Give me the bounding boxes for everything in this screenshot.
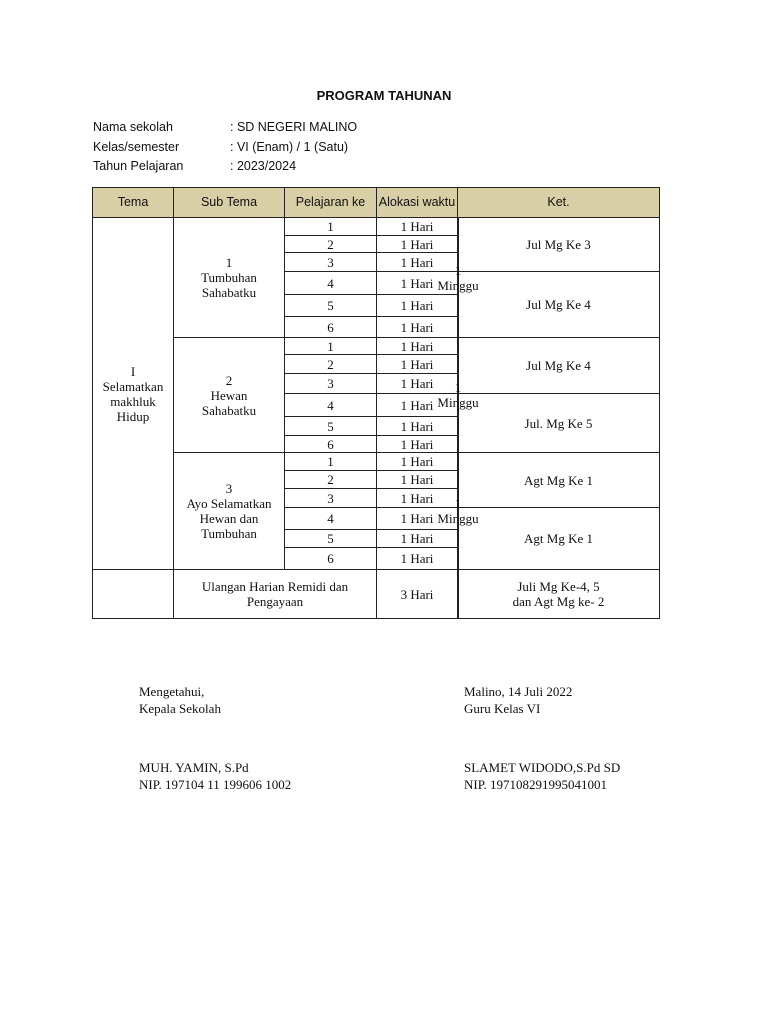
info-value: : VI (Enam) / 1 (Satu): [230, 139, 349, 154]
signature-right-line2: Guru Kelas VI: [464, 701, 541, 716]
signature-left-name: MUH. YAMIN, S.Pd: [139, 760, 249, 775]
page-title: PROGRAM TAHUNAN: [316, 88, 452, 103]
ket-cell: Agt Mg Ke 1: [457, 507, 660, 570]
duration-cell: 1 Hari: [376, 393, 458, 417]
lesson-number-cell: 5: [284, 529, 377, 548]
duration-cell: 1 Hari: [376, 547, 458, 570]
ket-cell: Agt Mg Ke 1: [457, 452, 660, 508]
lesson-number-cell: 1: [284, 337, 377, 355]
duration-cell: 1 Hari: [376, 452, 458, 471]
ket-cell: Jul Mg Ke 3: [457, 217, 660, 272]
signature-left-line1: Mengetahui,: [139, 684, 205, 699]
duration-cell: 1 Hari: [376, 271, 458, 295]
lesson-number-cell: 3: [284, 488, 377, 508]
duration-cell: 1 Hari: [376, 373, 458, 394]
signature-right-name: SLAMET WIDODO,S.Pd SD: [464, 760, 621, 775]
duration-cell: 1 Hari: [376, 488, 458, 508]
ket-cell: Jul. Mg Ke 5: [457, 393, 660, 453]
lesson-number-cell: 5: [284, 294, 377, 317]
sub-tema-cell: 2 Hewan Sahabatku: [173, 337, 285, 453]
info-label: Tahun Pelajaran: [93, 159, 184, 173]
info-row-class: [93, 140, 357, 160]
header-pelajaran-ke: Pelajaran ke: [284, 187, 377, 218]
signature-left-nip: NIP. 197104 11 199606 1002: [139, 777, 292, 792]
signature-left: [139, 683, 291, 793]
header-sub-tema: Sub Tema: [173, 187, 285, 218]
lesson-number-cell: 1: [284, 217, 377, 236]
lesson-number-cell: 4: [284, 271, 377, 295]
lesson-number-cell: 2: [284, 235, 377, 253]
final-row-duration: 3 Hari: [376, 569, 458, 619]
header-alokasi-waktu: Alokasi waktu: [376, 187, 458, 218]
duration-cell: 1 Hari: [376, 470, 458, 489]
duration-cell: 1 Hari: [376, 354, 458, 374]
final-row-empty-tema: [92, 569, 174, 619]
sub-tema-cell: 3 Ayo Selamatkan Hewan dan Tumbuhan: [173, 452, 285, 570]
final-row-label: Ulangan Harian Remidi dan Pengayaan: [173, 569, 377, 619]
info-row-school: [93, 120, 357, 140]
lesson-number-cell: 4: [284, 507, 377, 530]
duration-cell: 1 Hari: [376, 416, 458, 436]
header-tema: Tema: [92, 187, 174, 218]
sub-tema-cell: 1 Tumbuhan Sahabatku: [173, 217, 285, 338]
ket-cell: Jul Mg Ke 4: [457, 271, 660, 338]
week-allocation-cell: 1 Minggu: [457, 217, 459, 338]
signature-right-nip: NIP. 197108291995041001: [464, 777, 608, 792]
lesson-number-cell: 6: [284, 316, 377, 338]
week-allocation-cell: 1 Minggu: [457, 337, 459, 453]
signature-right: [464, 683, 620, 793]
lesson-number-cell: 2: [284, 470, 377, 489]
duration-cell: 1 Hari: [376, 316, 458, 338]
school-info: [93, 120, 357, 179]
info-value: : SD NEGERI MALINO: [230, 120, 358, 134]
lesson-number-cell: 6: [284, 435, 377, 453]
ket-cell: Jul Mg Ke 4: [457, 337, 660, 394]
lesson-number-cell: 1: [284, 452, 377, 471]
lesson-number-cell: 5: [284, 416, 377, 436]
info-row-year: [93, 159, 357, 179]
info-label: Nama sekolah: [93, 120, 173, 134]
duration-cell: 1 Hari: [376, 435, 458, 453]
lesson-number-cell: 6: [284, 547, 377, 570]
header-ket: Ket.: [457, 187, 660, 218]
info-value: : 2023/2024: [230, 159, 297, 173]
lesson-number-cell: 4: [284, 393, 377, 417]
lesson-number-cell: 2: [284, 354, 377, 374]
final-row-ket: Juli Mg Ke-4, 5 dan Agt Mg ke- 2: [457, 569, 660, 619]
lesson-number-cell: 3: [284, 373, 377, 394]
info-label: Kelas/semester: [93, 139, 180, 154]
signature-right-line1: Malino, 14 Juli 2022: [464, 684, 573, 699]
duration-cell: 1 Hari: [376, 294, 458, 317]
duration-cell: 1 Hari: [376, 529, 458, 548]
duration-cell: 1 Hari: [376, 337, 458, 355]
duration-cell: 1 Hari: [376, 252, 458, 272]
signature-left-line2: Kepala Sekolah: [139, 701, 221, 716]
lesson-number-cell: 3: [284, 252, 377, 272]
duration-cell: 1 Hari: [376, 235, 458, 253]
week-allocation-cell: 1 Minggu: [457, 452, 459, 570]
duration-cell: 1 Hari: [376, 507, 458, 530]
duration-cell: 1 Hari: [376, 217, 458, 236]
tema-cell: I Selamatkan makhluk Hidup: [92, 217, 174, 570]
